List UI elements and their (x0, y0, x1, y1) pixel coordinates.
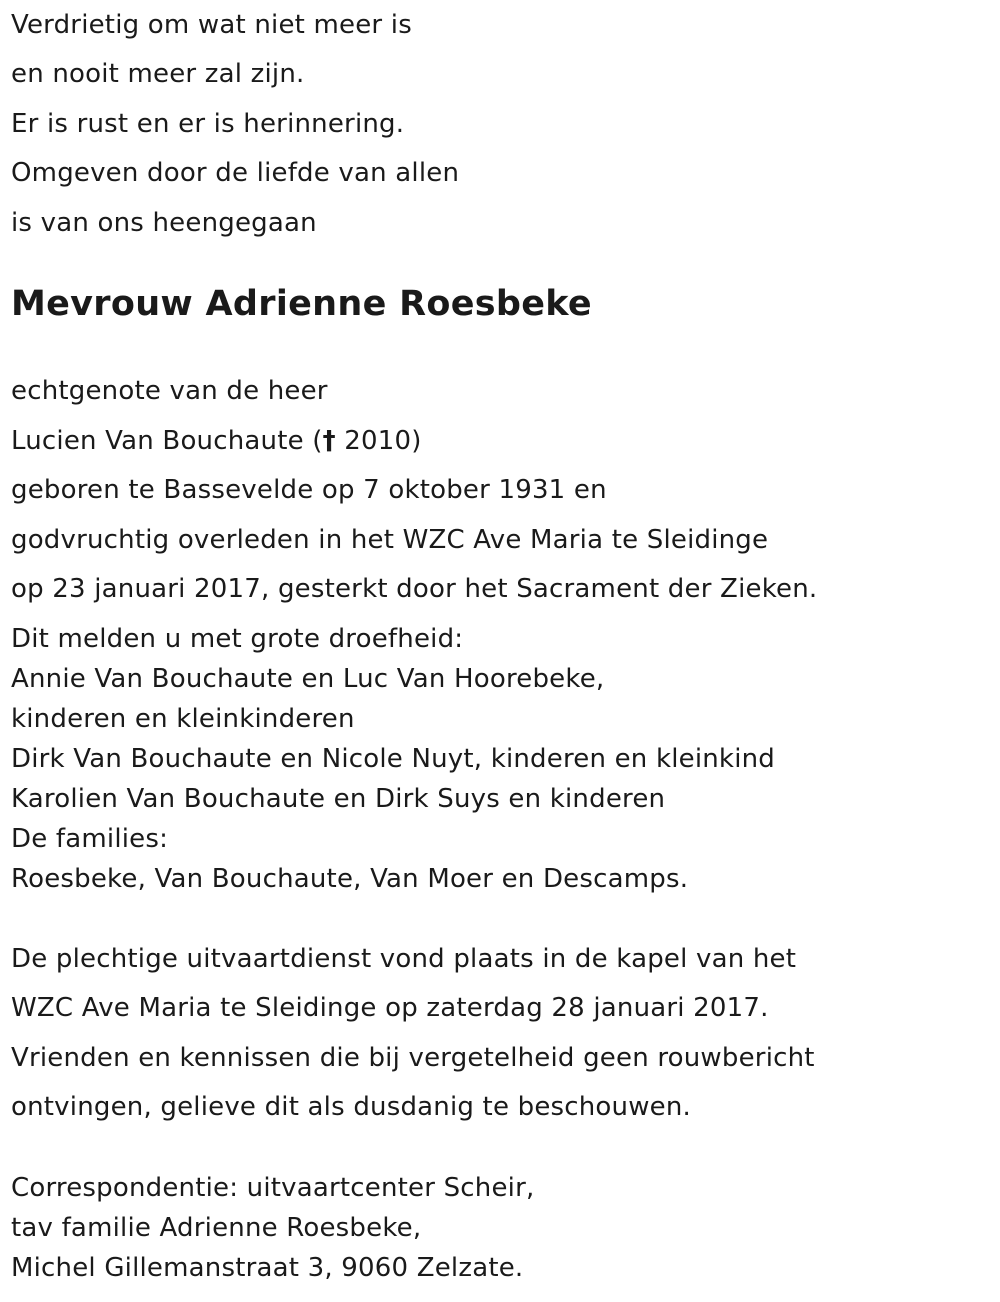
bio-line: op 23 januari 2017, gesterkt door het Sacrament der Zieken. (11, 574, 818, 604)
deceased-name: Mevrouw Adrienne Roesbeke (11, 284, 592, 324)
correspondence-line: Michel Gillemanstraat 3, 9060 Zelzate. (11, 1253, 524, 1283)
poem-line: Verdrietig om wat niet meer is (11, 10, 412, 40)
poem-line: en nooit meer zal zijn. (11, 59, 305, 89)
bio-line: godvruchtig overleden in het WZC Ave Maria te Sleidinge (11, 525, 769, 555)
poem-line: Omgeven door de liefde van allen (11, 158, 460, 188)
poem-line: is van ons heengegaan (11, 208, 317, 238)
family-line: Annie Van Bouchaute en Luc Van Hoorebeke, (11, 664, 605, 694)
spouse-death-year: 2010) (335, 426, 422, 456)
family-line: Karolien Van Bouchaute en Dirk Suys en kinderen (11, 784, 666, 814)
bio-line: echtgenote van de heer (11, 376, 328, 406)
correspondence-line: Correspondentie: uitvaartcenter Scheir, (11, 1173, 535, 1203)
service-line: ontvingen, gelieve dit als dusdanig te beschouwen. (11, 1092, 692, 1122)
family-line: De families: (11, 824, 169, 854)
poem-line: Er is rust en er is herinnering. (11, 109, 405, 139)
service-line: WZC Ave Maria te Sleidinge op zaterdag 28 januari 2017. (11, 993, 769, 1023)
spouse-name: Lucien Van Bouchaute ( (11, 426, 323, 456)
family-line: kinderen en kleinkinderen (11, 704, 355, 734)
family-line: Dirk Van Bouchaute en Nicole Nuyt, kinderen en kleinkind (11, 744, 775, 774)
cross-icon: † (322, 426, 336, 456)
spouse-line (11, 425, 422, 457)
bio-line: geboren te Bassevelde op 7 oktober 1931 en (11, 475, 607, 505)
family-line: Roesbeke, Van Bouchaute, Van Moer en Descamps. (11, 864, 689, 894)
correspondence-line: tav familie Adrienne Roesbeke, (11, 1213, 422, 1243)
service-line: De plechtige uitvaartdienst vond plaats in de kapel van het (11, 944, 797, 974)
service-line: Vrienden en kennissen die bij vergetelheid geen rouwbericht (11, 1043, 815, 1073)
family-line: Dit melden u met grote droefheid: (11, 624, 464, 654)
